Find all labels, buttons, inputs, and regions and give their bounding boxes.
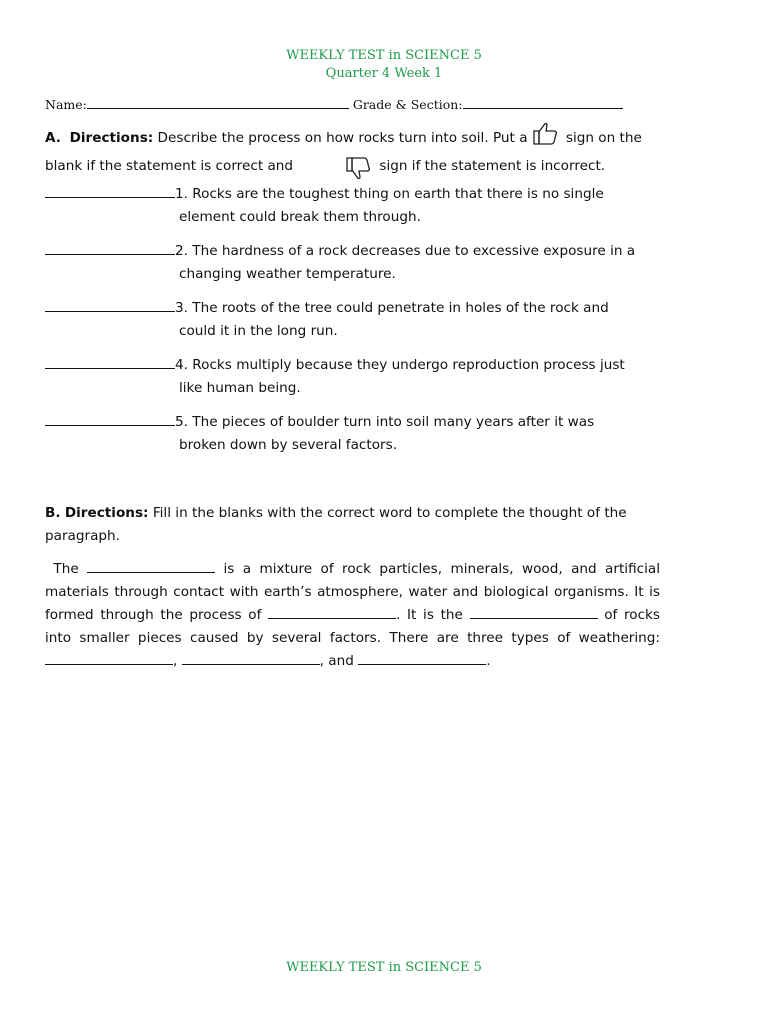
section-a-text-2: sign on the blank if the statement is correct and [45, 130, 642, 174]
list-item [45, 183, 665, 229]
list-item [45, 354, 665, 400]
name-blank[interactable] [87, 97, 349, 109]
item-number: 5. [175, 414, 188, 430]
name-label: Name: [45, 97, 87, 112]
grade-label: Grade & Section: [352, 97, 463, 112]
item-text-cont: broken down by several factors. [179, 437, 398, 453]
section-b-text: Fill in the blanks with the correct word to complete the thought of the paragraph. [45, 505, 627, 544]
section-b-directions [45, 502, 660, 548]
para-text: The [53, 561, 88, 577]
item-number: 2. [175, 243, 188, 259]
item-text-cont: changing weather temperature. [179, 266, 396, 282]
para-text: is a mixture of rock particles, minerals, wood, and artificial materials through contact with earth’s atmosphere, water and biological organisms. It is formed through the process of [45, 561, 660, 623]
grade-blank[interactable] [463, 97, 623, 109]
fill-in-paragraph [45, 558, 660, 673]
item-text: The pieces of boulder turn into soil many years after it was [187, 414, 595, 430]
item-text: The hardness of a rock decreases due to excessive exposure in a [187, 243, 636, 259]
answer-blank-3[interactable] [45, 297, 175, 312]
section-a-directions [45, 124, 660, 180]
name-grade-line [45, 97, 665, 112]
item-text: Rocks multiply because they undergo reproduction process just [187, 357, 625, 373]
list-item [45, 297, 665, 343]
para-text: . It is the [396, 607, 470, 623]
section-a-label: Directions: [69, 130, 154, 146]
para-text: , [173, 653, 182, 669]
section-a-letter: A. [45, 130, 61, 146]
item-text: Rocks are the toughest thing on earth that there is no single [187, 186, 604, 202]
header-title: WEEKLY TEST in SCIENCE 5 [286, 48, 482, 63]
footer-title: WEEKLY TEST in SCIENCE 5 [286, 960, 482, 975]
item-text: The roots of the tree could penetrate in holes of the rock and [187, 300, 609, 316]
fill-blank-3[interactable] [470, 604, 598, 619]
item-number: 4. [175, 357, 188, 373]
answer-blank-1[interactable] [45, 183, 175, 198]
para-text: . [486, 653, 491, 669]
fill-blank-2[interactable] [268, 604, 396, 619]
item-text-cont: element could break them through. [179, 209, 421, 225]
answer-blank-2[interactable] [45, 240, 175, 255]
para-text: , and [319, 653, 359, 669]
item-text-cont: like human being. [179, 380, 301, 396]
fill-blank-4[interactable] [45, 650, 173, 665]
fill-blank-6[interactable] [358, 650, 486, 665]
fill-blank-5[interactable] [182, 650, 320, 665]
list-item [45, 240, 665, 286]
item-text-cont: could it in the long run. [179, 323, 338, 339]
answer-blank-5[interactable] [45, 411, 175, 426]
section-a-text-3: sign if the statement is incorrect. [375, 158, 606, 174]
item-number: 1. [175, 186, 188, 202]
item-number: 3. [175, 300, 188, 316]
para-text: of rocks into smaller pieces caused by several factors. There are three types of weathering: [45, 607, 661, 646]
section-b-label: Directions: [64, 505, 149, 521]
thumbs-up-icon [530, 124, 560, 152]
thumbs-down-icon [343, 152, 373, 180]
header-subtitle: Quarter 4 Week 1 [325, 66, 443, 81]
list-item [45, 411, 665, 457]
fill-blank-1[interactable] [87, 558, 215, 573]
section-b-letter: B. [45, 505, 61, 521]
answer-blank-4[interactable] [45, 354, 175, 369]
section-a-text-1: Describe the process on how rocks turn into soil. Put a [153, 130, 528, 146]
